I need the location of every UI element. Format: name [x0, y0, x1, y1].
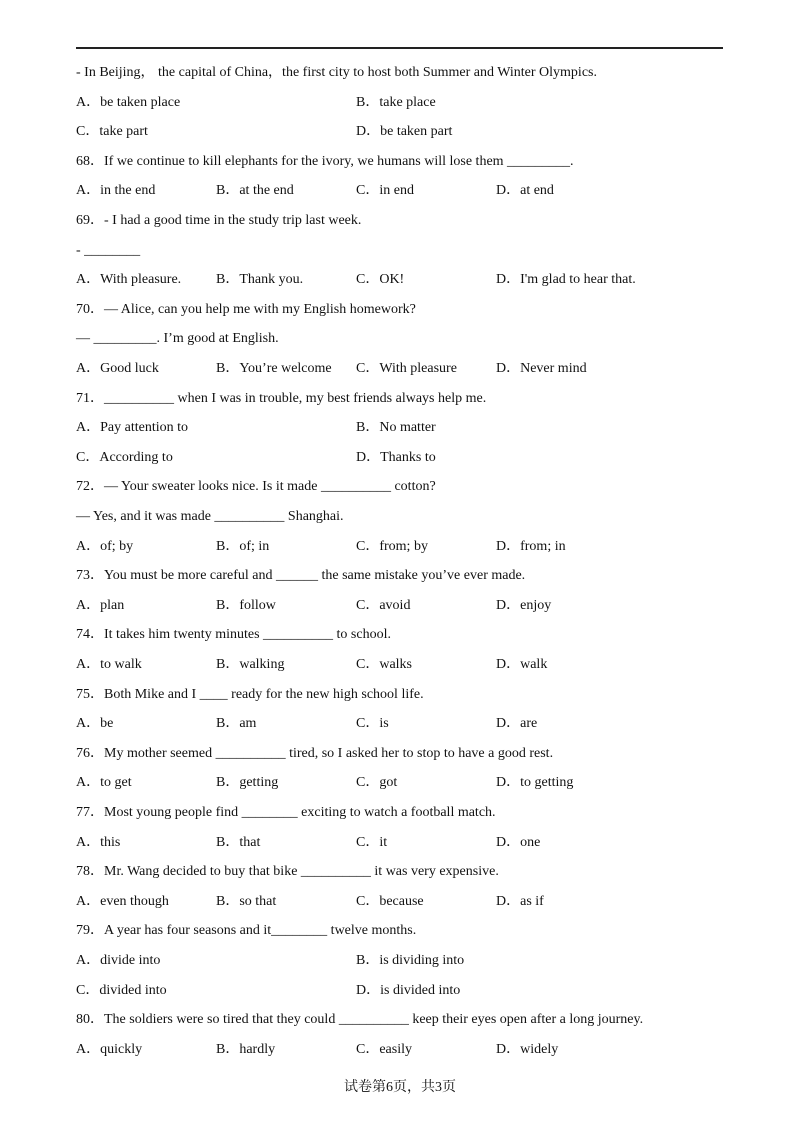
answer-option: C．is — [356, 716, 389, 731]
answer-option: A．Good luck — [76, 361, 159, 376]
answer-option: D．at end — [496, 183, 554, 198]
answer-option: B．Thank you. — [216, 272, 304, 287]
question-text: — Yes, and it was made __________ Shanghai. — [76, 509, 344, 524]
question-text: 73．You must be more careful and ______ the same mistake you’ve ever made. — [76, 568, 526, 583]
answer-option: D．Never mind — [496, 361, 587, 376]
top-rule — [76, 47, 723, 49]
answer-option: C．got — [356, 775, 398, 790]
answer-option: B．at the end — [216, 183, 294, 198]
answer-option: D．are — [496, 716, 538, 731]
answer-option: B．is dividing into — [356, 953, 465, 968]
answer-option: B．of; in — [216, 539, 270, 554]
answer-option: A．to get — [76, 775, 132, 790]
answer-option: B．No matter — [356, 420, 436, 435]
answer-option: A．even though — [76, 894, 169, 909]
question-text: - In Beijing， the capital of China，the first city to host both Summer and Winter Olympics. — [76, 65, 597, 80]
question-text: 78．Mr. Wang decided to buy that bike __________ it was very expensive. — [76, 864, 499, 879]
answer-option: B．walking — [216, 657, 285, 672]
answer-option: B．hardly — [216, 1042, 276, 1057]
answer-option: A．this — [76, 835, 121, 850]
answer-option: C．divided into — [76, 983, 167, 998]
answer-option: C．walks — [356, 657, 412, 672]
page-footer: 试卷第6页，共3页 — [344, 1080, 456, 1095]
answer-option: D．to getting — [496, 775, 574, 790]
answer-option: C．easily — [356, 1042, 412, 1057]
question-text: 70．— Alice, can you help me with my English homework? — [76, 302, 416, 317]
answer-option: C．According to — [76, 450, 173, 465]
answer-option: D．one — [496, 835, 541, 850]
answer-option: B．follow — [216, 598, 276, 613]
question-text: 77．Most young people find ________ exciting to watch a football match. — [76, 805, 496, 820]
answer-option: C．because — [356, 894, 424, 909]
question-text: 68．If we continue to kill elephants for the ivory, we humans will lose them _________. — [76, 154, 574, 169]
question-text: — _________. I’m good at English. — [76, 331, 279, 346]
answer-option: C．OK! — [356, 272, 405, 287]
answer-option: D．walk — [496, 657, 548, 672]
answer-option: A．quickly — [76, 1042, 143, 1057]
answer-option: A．plan — [76, 598, 125, 613]
question-text: 71．__________ when I was in trouble, my best friends always help me. — [76, 391, 487, 406]
answer-option: D．from; in — [496, 539, 566, 554]
answer-option: D．I'm glad to hear that. — [496, 272, 636, 287]
answer-option: A．be — [76, 716, 114, 731]
answer-option: B．so that — [216, 894, 277, 909]
answer-option: B．that — [216, 835, 261, 850]
question-text: 80．The soldiers were so tired that they could __________ keep their eyes open after a long journey. — [76, 1012, 644, 1027]
answer-option: B．getting — [216, 775, 279, 790]
answer-option: D．enjoy — [496, 598, 552, 613]
question-text: 74．It takes him twenty minutes __________ to school. — [76, 627, 391, 642]
question-text: 72．— Your sweater looks nice. Is it made __________ cotton? — [76, 479, 436, 494]
answer-option: A．to walk — [76, 657, 142, 672]
question-text: - ________ — [76, 243, 141, 258]
question-text: 76．My mother seemed __________ tired, so I asked her to stop to have a good rest. — [76, 746, 554, 761]
answer-option: D．as if — [496, 894, 544, 909]
question-text: 69．- I had a good time in the study trip last week. — [76, 213, 362, 228]
answer-option: C．take part — [76, 124, 148, 139]
answer-option: C．it — [356, 835, 388, 850]
answer-option: B．take place — [356, 95, 436, 110]
answer-option: C．With pleasure — [356, 361, 457, 376]
question-text: 79．A year has four seasons and it________ twelve months. — [76, 923, 417, 938]
answer-option: A．With pleasure. — [76, 272, 182, 287]
question-text: 75．Both Mike and I ____ ready for the new high school life. — [76, 687, 424, 702]
answer-option: A．be taken place — [76, 95, 181, 110]
answer-option: C．avoid — [356, 598, 411, 613]
answer-option: D．be taken part — [356, 124, 453, 139]
answer-option: B．am — [216, 716, 257, 731]
answer-option: B．You’re welcome — [216, 361, 332, 376]
answer-option: D．widely — [496, 1042, 559, 1057]
answer-option: C．in end — [356, 183, 414, 198]
answer-option: A．in the end — [76, 183, 156, 198]
answer-option: D．is divided into — [356, 983, 461, 998]
answer-option: A．divide into — [76, 953, 161, 968]
answer-option: A．of; by — [76, 539, 134, 554]
answer-option: A．Pay attention to — [76, 420, 188, 435]
answer-option: C．from; by — [356, 539, 428, 554]
answer-option: D．Thanks to — [356, 450, 436, 465]
